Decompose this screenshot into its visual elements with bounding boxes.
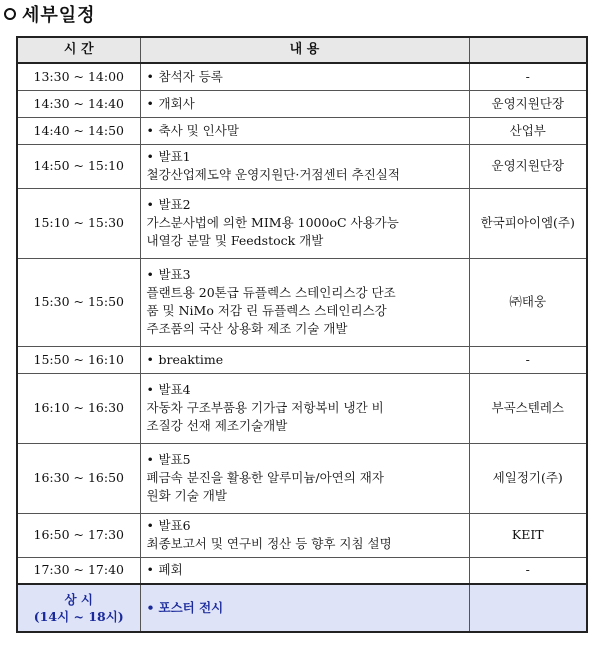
row-org: 부곡스텐레스 bbox=[469, 373, 587, 443]
row-org: ㈜태웅 bbox=[469, 258, 587, 346]
poster-content-text: 포스터 전시 bbox=[158, 600, 224, 615]
row-time: 14:50 ~ 15:10 bbox=[17, 144, 140, 188]
poster-time-sub: (14시 ~ 18시) bbox=[33, 609, 124, 624]
row-org: 세일정기(주) bbox=[469, 443, 587, 513]
row-org: 한국피아이엠(주) bbox=[469, 188, 587, 258]
row-content-line: 조질강 선재 제조기술개발 bbox=[146, 418, 288, 433]
poster-time-main: 상 시 bbox=[64, 592, 93, 607]
table-row bbox=[17, 513, 587, 557]
row-content-line: 축사 및 인사말 bbox=[158, 122, 239, 138]
table-row bbox=[17, 443, 587, 513]
row-content-line: 최종보고서 및 연구비 정산 등 향후 지침 설명 bbox=[146, 536, 392, 551]
row-org: - bbox=[469, 346, 587, 373]
row-content-line: 원화 기술 개발 bbox=[146, 488, 227, 503]
section-title: 세부일정 bbox=[22, 5, 96, 26]
row-content-line: 내열강 분말 및 Feedstock 개발 bbox=[146, 233, 324, 248]
row-content-line: 발표2 bbox=[158, 197, 191, 212]
row-content: • 발표4 자동차 구조부품용 기가급 저항복비 냉간 비 조질강 선재 제조기술개발 bbox=[140, 373, 469, 443]
row-org: 운영지원단장 bbox=[469, 90, 587, 117]
row-content-line: 주조품의 국산 상용화 제조 기술 개발 bbox=[146, 321, 348, 336]
row-time: 17:30 ~ 17:40 bbox=[17, 557, 140, 584]
poster-content: • 포스터 전시 bbox=[140, 584, 469, 632]
row-org: KEIT bbox=[469, 513, 587, 557]
table-row bbox=[17, 346, 587, 373]
row-content-line: 자동차 구조부품용 기가급 저항복비 냉간 비 bbox=[146, 400, 384, 415]
row-content: • 개회사 bbox=[140, 90, 469, 117]
row-time: 16:30 ~ 16:50 bbox=[17, 443, 140, 513]
row-content: • breaktime bbox=[140, 346, 469, 373]
row-time: 14:30 ~ 14:40 bbox=[17, 90, 140, 117]
table-row-poster bbox=[17, 584, 587, 632]
table-row bbox=[17, 144, 587, 188]
poster-org bbox=[469, 584, 587, 632]
row-time: 16:50 ~ 17:30 bbox=[17, 513, 140, 557]
row-org: 운영지원단장 bbox=[469, 144, 587, 188]
header-time: 시 간 bbox=[17, 37, 140, 63]
row-time: 14:40 ~ 14:50 bbox=[17, 117, 140, 144]
row-org: - bbox=[469, 557, 587, 584]
table-row bbox=[17, 557, 587, 584]
row-content: • 발표3 플랜트용 20톤급 듀플렉스 스테인리스강 단조 품 및 NiMo 저감 린 듀플렉스 스테인리스강 주조품의 국산 상용화 제조 기술 개발 bbox=[140, 258, 469, 346]
row-content-line: 발표4 bbox=[158, 382, 191, 397]
row-content-line: breaktime bbox=[158, 351, 224, 367]
row-content-line: 플랜트용 20톤급 듀플렉스 스테인리스강 단조 bbox=[146, 285, 396, 300]
row-content-line: 가스분사법에 의한 MIM용 1000oC 사용가능 bbox=[146, 215, 399, 230]
table-row bbox=[17, 188, 587, 258]
row-content-line: 발표5 bbox=[158, 452, 191, 467]
schedule-table bbox=[16, 36, 588, 633]
row-content: • 발표5 폐금속 분진을 활용한 알루미늄/아연의 재자 원화 기술 개발 bbox=[140, 443, 469, 513]
table-row bbox=[17, 117, 587, 144]
row-content-line: 발표6 bbox=[158, 518, 191, 533]
row-time: 15:30 ~ 15:50 bbox=[17, 258, 140, 346]
row-content: • 축사 및 인사말 bbox=[140, 117, 469, 144]
table-row bbox=[17, 373, 587, 443]
row-content-line: 발표1 bbox=[158, 149, 191, 164]
row-content-line: 발표3 bbox=[158, 267, 191, 282]
table-row bbox=[17, 63, 587, 90]
row-time: 15:50 ~ 16:10 bbox=[17, 346, 140, 373]
row-time: 13:30 ~ 14:00 bbox=[17, 63, 140, 90]
row-content-line: 품 및 NiMo 저감 린 듀플렉스 스테인리스강 bbox=[146, 303, 387, 318]
row-org: 산업부 bbox=[469, 117, 587, 144]
row-content-line: 개회사 bbox=[158, 95, 195, 111]
row-content-line: 폐회 bbox=[158, 562, 183, 578]
row-time: 15:10 ~ 15:30 bbox=[17, 188, 140, 258]
row-time: 16:10 ~ 16:30 bbox=[17, 373, 140, 443]
header-org bbox=[469, 37, 587, 63]
row-content: • 발표2 가스분사법에 의한 MIM용 1000oC 사용가능 내열강 분말 및 Feedstock 개발 bbox=[140, 188, 469, 258]
table-row bbox=[17, 90, 587, 117]
row-content: • 발표6 최종보고서 및 연구비 정산 등 향후 지침 설명 bbox=[140, 513, 469, 557]
row-content-line: 폐금속 분진을 활용한 알루미늄/아연의 재자 bbox=[146, 470, 384, 485]
header-content: 내 용 bbox=[140, 37, 469, 63]
row-content: • 폐회 bbox=[140, 557, 469, 584]
circle-icon bbox=[4, 8, 16, 20]
table-row bbox=[17, 258, 587, 346]
row-org: - bbox=[469, 63, 587, 90]
section-heading bbox=[4, 2, 96, 26]
row-content-line: 참석자 등록 bbox=[158, 68, 223, 84]
poster-time bbox=[17, 584, 140, 632]
table-header-row bbox=[17, 37, 587, 63]
row-content: • 발표1 철강산업제도약 운영지원단·거점센터 추진실적 bbox=[140, 144, 469, 188]
row-content: • 참석자 등록 bbox=[140, 63, 469, 90]
row-content-line: 철강산업제도약 운영지원단·거점센터 추진실적 bbox=[146, 167, 400, 182]
